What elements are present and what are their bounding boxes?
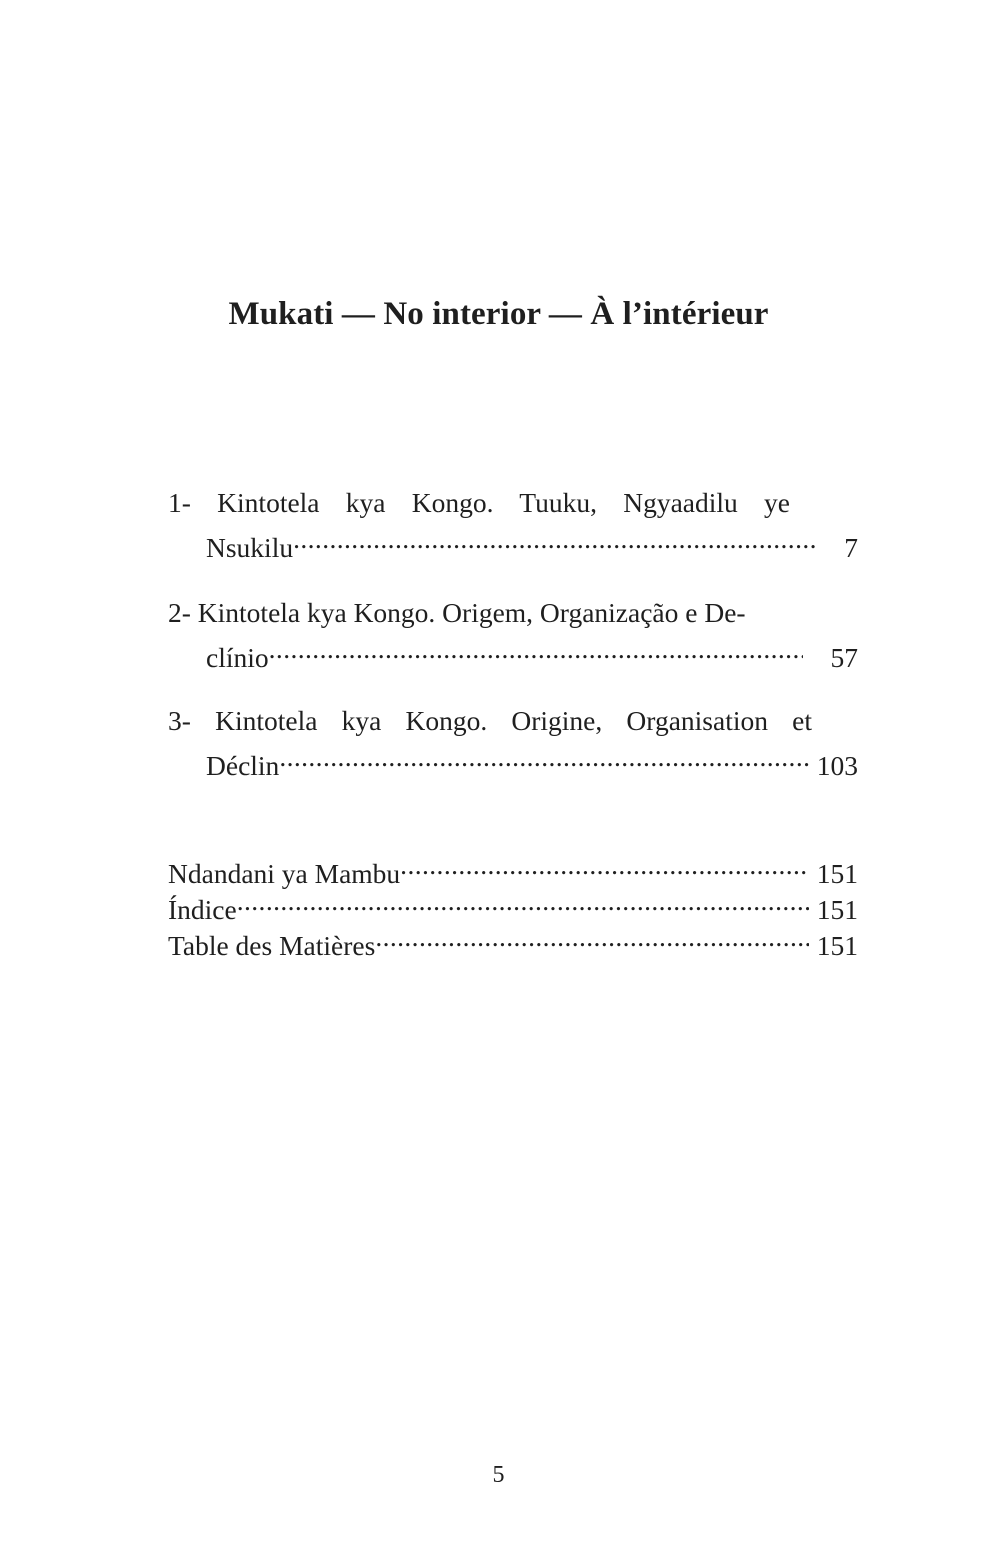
toc-entry — [168, 485, 858, 563]
toc-entry-title: 3- Kintotela kya Kongo. Origine, Organisation et — [168, 705, 812, 736]
toc-entry-continuation: clínio — [206, 642, 269, 673]
toc-entry-title: 2- Kintotela kya Kongo. Origem, Organização e De- — [168, 597, 746, 628]
toc-index-group — [168, 847, 858, 961]
toc-index-entry — [168, 919, 858, 961]
toc-entry-continuation: Nsukilu — [206, 532, 294, 563]
toc-index-entry — [168, 883, 858, 925]
toc-entry-line — [168, 739, 858, 781]
toc-entry-line — [168, 521, 858, 563]
toc-page-number: 57 — [830, 642, 858, 673]
dot-leader — [293, 521, 816, 557]
dot-leader — [237, 883, 809, 919]
toc-entry-title: Table des Matières — [168, 930, 376, 961]
page-title: Mukati — No interior — À l’intérieur — [228, 296, 769, 332]
toc-page-number: 103 — [816, 750, 858, 781]
toc-page-number: 151 — [816, 858, 858, 889]
dot-leader — [269, 631, 803, 667]
toc-entry — [168, 595, 858, 673]
toc-entry — [168, 703, 858, 781]
toc-index-entry — [168, 847, 858, 889]
toc-page-number: 7 — [844, 532, 858, 563]
toc-page-number: 151 — [816, 894, 858, 925]
toc-entry-title: Ndandani ya Mambu — [168, 858, 401, 889]
toc-entry-title: Índice — [168, 894, 237, 925]
toc-page-number: 151 — [816, 930, 858, 961]
toc-entry-line — [168, 631, 858, 673]
toc-entry-continuation: Déclin — [206, 750, 280, 781]
toc-entry-title: 1- Kintotela kya Kongo. Tuuku, Ngyaadilu ye — [168, 487, 790, 518]
dot-leader — [375, 919, 808, 955]
page-number: 5 — [492, 1462, 505, 1488]
dot-leader — [279, 739, 808, 775]
dot-leader — [400, 847, 809, 883]
